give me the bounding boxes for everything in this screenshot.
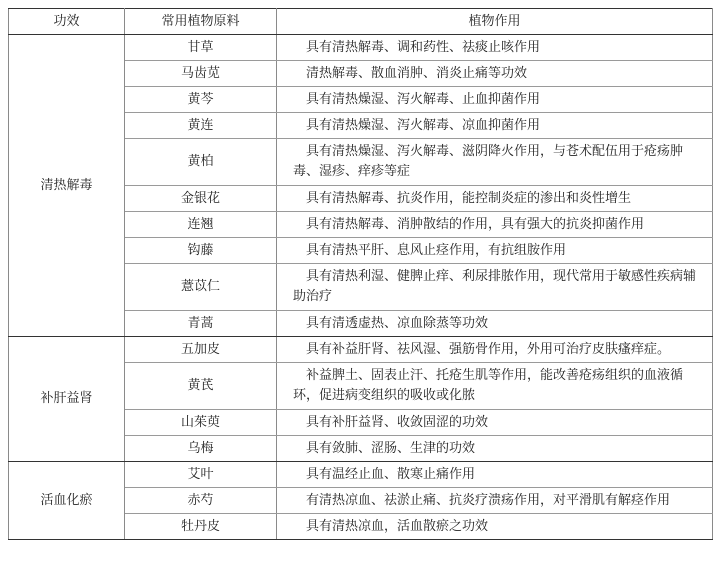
- plant-name: 赤芍: [125, 488, 277, 514]
- plant-name: 钩藤: [125, 238, 277, 264]
- plant-name: 金银花: [125, 186, 277, 212]
- plant-name: 牡丹皮: [125, 514, 277, 540]
- plant-effect: 具有补肝益肾、收敛固涩的功效: [277, 410, 713, 436]
- plant-name: 乌梅: [125, 436, 277, 462]
- plant-name: 五加皮: [125, 337, 277, 363]
- plant-effect: 具有清透虚热、凉血除蒸等功效: [277, 311, 713, 337]
- plant-name: 山茱萸: [125, 410, 277, 436]
- plant-effect: 清热解毒、散血消肿、消炎止痛等功效: [277, 61, 713, 87]
- group-label-heat-clearing: 清热解毒: [9, 35, 125, 337]
- plant-effect: 具有清热燥湿、泻火解毒、滋阴降火作用，与苍术配伍用于疮疡肿毒、湿疹、痒疹等症: [277, 139, 713, 186]
- plant-effect: 具有清热解毒、消肿散结的作用，具有强大的抗炎抑菌作用: [277, 212, 713, 238]
- table-row: [9, 337, 713, 363]
- plant-name: 艾叶: [125, 462, 277, 488]
- plant-effect: 具有清热燥湿、泻火解毒、止血抑菌作用: [277, 87, 713, 113]
- header-plant-effect: 植物作用: [277, 9, 713, 35]
- plant-name: 薏苡仁: [125, 264, 277, 311]
- plant-effect: 具有清热平肝、息风止痉作用，有抗组胺作用: [277, 238, 713, 264]
- plant-effect: 具有补益肝肾、祛风湿、强筋骨作用，外用可治疗皮肤瘙痒症。: [277, 337, 713, 363]
- plant-name: 马齿苋: [125, 61, 277, 87]
- herbal-efficacy-table: [8, 8, 713, 540]
- plant-name: 黄连: [125, 113, 277, 139]
- header-efficacy: 功效: [9, 9, 125, 35]
- plant-effect: 具有清热燥湿、泻火解毒、凉血抑菌作用: [277, 113, 713, 139]
- plant-effect: 有清热凉血、祛淤止痛、抗炎疗溃疡作用，对平滑肌有解痉作用: [277, 488, 713, 514]
- plant-effect: 具有清热解毒、抗炎作用，能控制炎症的渗出和炎性增生: [277, 186, 713, 212]
- header-plant-material: 常用植物原料: [125, 9, 277, 35]
- plant-name: 黄芩: [125, 87, 277, 113]
- group-label-blood-circulation: 活血化瘀: [9, 462, 125, 540]
- header-row: [9, 9, 713, 35]
- plant-effect: 补益脾土、固表止汗、托疮生肌等作用，能改善疮疡组织的血液循环，促进病变组织的吸收或化脓: [277, 363, 713, 410]
- table-row: [9, 35, 713, 61]
- plant-effect: 具有清热解毒、调和药性、祛痰止咳作用: [277, 35, 713, 61]
- plant-name: 连翘: [125, 212, 277, 238]
- plant-name: 黄芪: [125, 363, 277, 410]
- plant-effect: 具有温经止血、散寒止痛作用: [277, 462, 713, 488]
- table-row: [9, 462, 713, 488]
- group-label-liver-kidney: 补肝益肾: [9, 337, 125, 462]
- plant-effect: 具有清热利湿、健脾止痒、利尿排脓作用，现代常用于敏感性疾病辅助治疗: [277, 264, 713, 311]
- plant-effect: 具有敛肺、涩肠、生津的功效: [277, 436, 713, 462]
- plant-effect: 具有清热凉血，活血散瘀之功效: [277, 514, 713, 540]
- plant-name: 甘草: [125, 35, 277, 61]
- plant-name: 黄柏: [125, 139, 277, 186]
- plant-name: 青蒿: [125, 311, 277, 337]
